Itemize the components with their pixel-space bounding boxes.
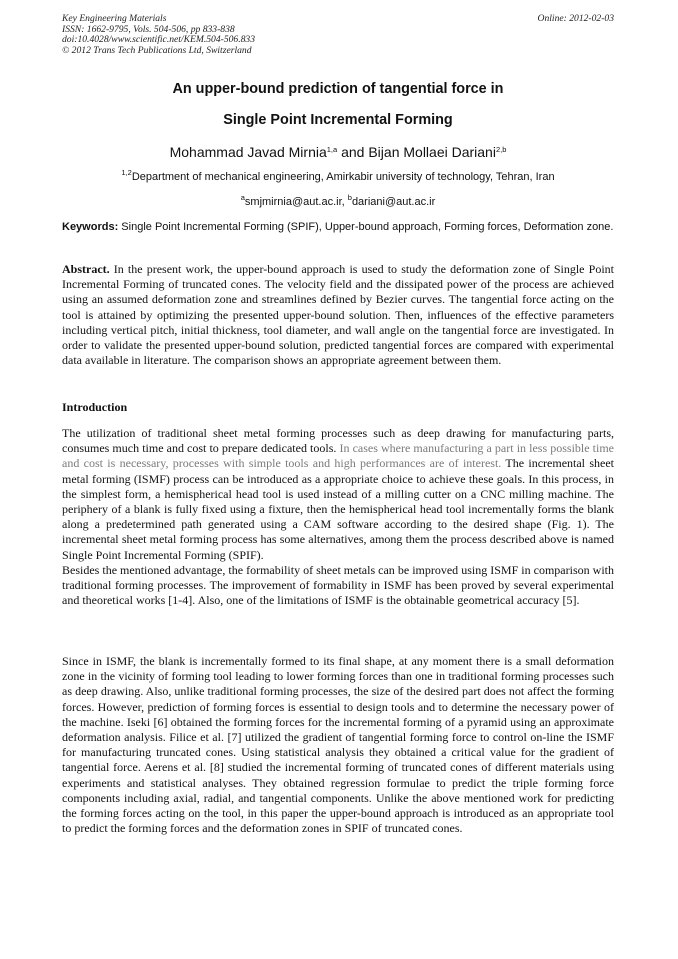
email-a-mark: a: [240, 193, 245, 202]
affiliation-mark: 1,2: [121, 168, 132, 177]
authors: [62, 142, 614, 162]
journal-header: [62, 14, 614, 56]
author-2-affiliation-mark: 2,b: [495, 145, 507, 154]
journal-name: Key Engineering Materials: [62, 13, 167, 24]
introduction-paragraph-1: [62, 426, 614, 608]
doi-line: doi:10.4028/www.scientific.net/KEM.504-506.833: [62, 34, 256, 45]
author-emails: [62, 194, 614, 210]
author-1-affiliation-mark: 1,a: [326, 145, 338, 154]
affiliation: [62, 169, 614, 185]
copyright-line: © 2012 Trans Tech Publications Ltd, Switzerland: [62, 44, 252, 56]
email-a: smjmirnia@aut.ac.ir,: [244, 196, 348, 208]
introduction-paragraph-2: Since in ISMF, the blank is incrementally formed to its final shape, at any moment there is a small deformation zone in the vicinity of forming tool leading to lower forming forces than one in traditional forming processes such as deep drawing. Also, unlike traditional forming processes, the size of the desired part does not affect the forming forces. However, prediction of forming forces is essential to design tools and to determine the necessary power of the machine. Iseki [6] obtained the forming forces for the incremental forming of a pyramid using an approximate deformation analysis. Filice et al. [7] utilized the gradient of tangential forming force to control on-line the ISMF for manufacturing truncated cones. Using statistical analysis they obtained a critical value for the gradient of tangential force. Aerens et al. [8] studied the incremental forming of truncated cones of different materials using experiments and statistical analyses. They obtained regression formulae to predict the triple forming force components including axial, radial, and tangential components. Unlike the above mentioned work for predicting the forming forces acting on the tool, in this paper the upper-bound approach is introduced as an appropriate tool to predict the forming forces and the deformation zones in SPIF of truncated cones.: [62, 654, 614, 836]
abstract: [62, 262, 614, 368]
author-1: Mohammad Javad Mirnia: [169, 144, 327, 160]
keywords: [62, 220, 614, 234]
paper-title-line-1: An upper-bound prediction of tangential force in: [172, 81, 504, 97]
paper-title-line-2: Single Point Incremental Forming: [223, 112, 453, 128]
intro-p1-part-d: Besides the mentioned advantage, the formability of sheet metals can be improved using ISMF in comparison with traditional forming processes. The improvement of formability in ISMF has been proved by several experimental and theoretical works [1-4]. Also, one of the limitations of ISMF is the obtainable geometrical accuracy [5].: [62, 562, 614, 608]
author-2: Bijan Mollaei Dariani: [368, 144, 496, 160]
intro-p1-part-a: The utilization of traditional sheet metal forming processes such as deep drawing for manufacturing parts, consumes much time and cost to prepare dedicated tools.: [62, 426, 614, 456]
email-b-mark: b: [347, 193, 352, 202]
section-heading-introduction: Introduction: [62, 400, 128, 414]
online-date: Online: 2012-02-03: [537, 13, 614, 24]
affiliation-text: Department of mechanical engineering, Amirkabir university of technology, Tehran, Iran: [131, 171, 555, 183]
email-b: dariani@aut.ac.ir: [351, 196, 436, 208]
keywords-text: Single Point Incremental Forming (SPIF), Upper-bound approach, Forming forces, Deformation zone.: [118, 221, 614, 233]
keywords-label: Keywords:: [62, 221, 119, 233]
issn-line: ISSN: 1662-9795, Vols. 504-506, pp 833-838: [62, 23, 235, 35]
intro-p1-highlighted-sentence: In cases where manufacturing a part in less possible time and cost is necessary, processes with simple tools and high performances are of interest.: [62, 441, 614, 471]
intro-p1-part-c: The incremental sheet metal forming (ISMF) process can be introduced as a appropriate choice to achieve these goals. In this process, in the simplest form, a hemispherical head tool is used instead of a milling cutter on a CNC milling machine. The periphery of a blank is fully fixed using a fixture, then the hemispherical head tool incrementally forms the blank along a predetermined path generated using a CAM software according to the desired shape (Fig. 1). The incremental sheet metal forming process has some alternatives, among them the process described above is named Single Point Incremental Forming (SPIF).: [62, 456, 614, 562]
author-conjunction: and: [337, 144, 369, 160]
abstract-text: In the present work, the upper-bound approach is used to study the deformation zone of Single Point Incremental Forming of truncated cones. The velocity field and the dissipated power of the process are achieved using an assumed deformation zone and streamlines defined by Bezier curves. The tangential force acting on the tool is attained by optimizing the presented upper-bound solution. Then, influences of the effective parameters including vertical pitch, initial thickness, tool diameter, and wall angle on the tangential force are investigated. In order to validate the presented upper-bound solution, predicted tangential forces are compared with experimental data available in literature. The comparison shows an appropriate agreement between them.: [62, 262, 614, 368]
abstract-label: Abstract.: [62, 262, 110, 276]
